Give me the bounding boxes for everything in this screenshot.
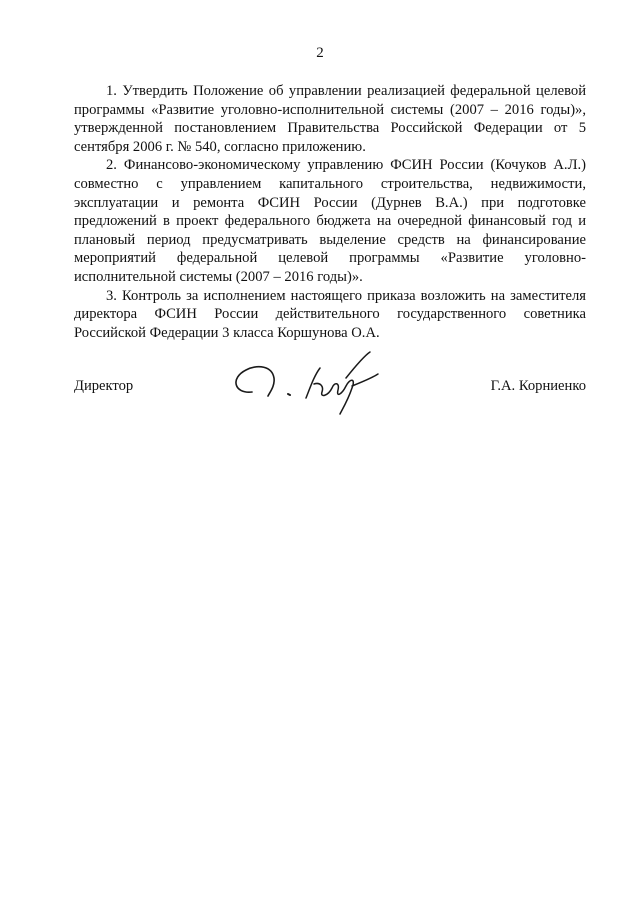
signature-stroke-dot	[288, 394, 290, 395]
signatory-role: Директор	[74, 378, 134, 394]
signature-stroke-surname	[306, 352, 378, 414]
page-number: 2	[316, 45, 324, 61]
paragraph-3: 3. Контроль за исполнением настоящего приказа возложить на заместителя директора ФСИН России действительного государственного советника Российской Федерации 3 класса Коршунова О.А.	[74, 287, 586, 341]
document-body	[74, 82, 586, 342]
signature-block	[74, 348, 586, 428]
signature-stroke-initial	[236, 367, 274, 396]
signatory-name: Г.А. Корниенко	[490, 378, 586, 394]
handwritten-signature-icon	[224, 348, 394, 418]
paragraph-2: 2. Финансово-экономическому управлению ФСИН России (Кочуков А.Л.) совместно с управлением капитального строительства, недвижимости, эксплуатации и ремонта ФСИН России (Дурнев В.А.) при подготовке предложений в проект федерального бюджета на очередной финансовый год и плановый период предусматривать выделение средств на финансирование мероприятий федеральной целевой программы «Развитие уголовно-исполнительной системы (2007 – 2016 годы)».	[74, 157, 586, 285]
paragraph-1: 1. Утвердить Положение об управлении реализацией федеральной целевой программы «Развитие уголовно-исполнительной системы (2007 – 2016 годы)», утвержденной постановлением Правительства Российской Федерации от 5 сентября 2006 г. № 540, согласно приложению.	[74, 83, 586, 155]
